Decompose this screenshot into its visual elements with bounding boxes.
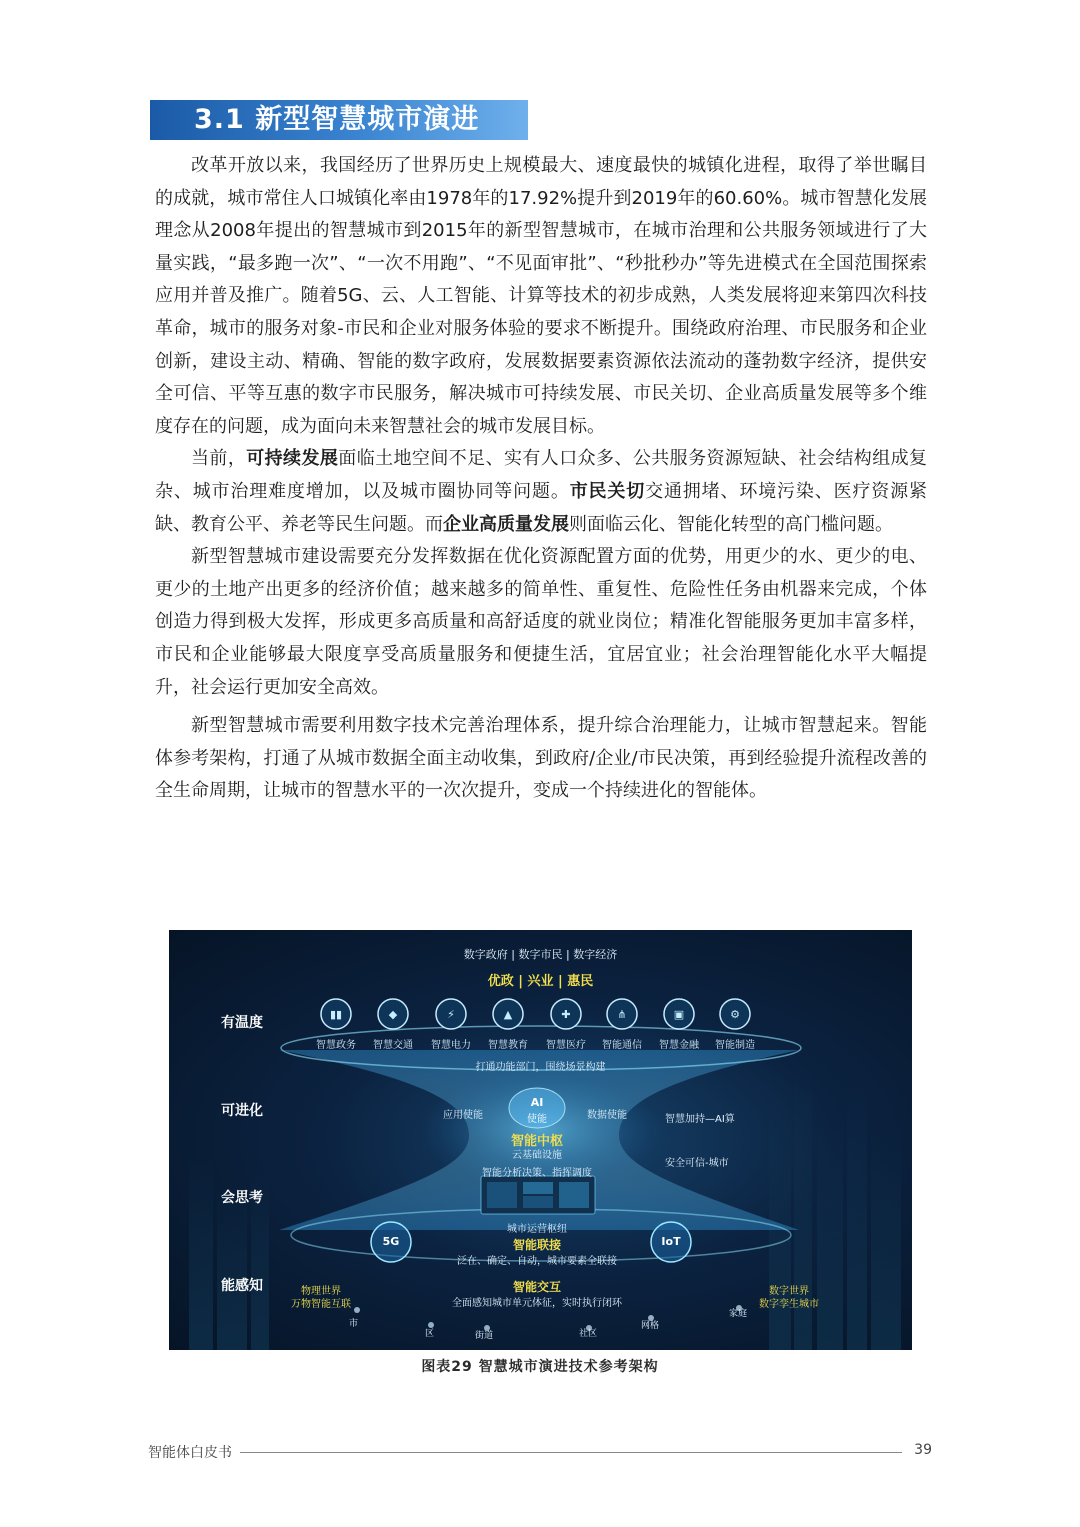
paragraph-2-text: 交通拥堵、环境污染、医疗资源紧缺、教育公平、养老等民生问题。而 [155, 480, 928, 535]
svg-text:⚡: ⚡ [447, 1008, 455, 1021]
badge-iot: IoT [661, 1235, 681, 1248]
footer-rule [240, 1452, 902, 1453]
keyword-citizen-concerns: 市民关切 [569, 480, 646, 502]
paragraph-4: 新型智慧城市需要利用数字技术完善治理体系，提升综合治理能力，让城市智慧起来。智能体参考架构，打通了从城市数据全面主动收集，到政府/企业/市民决策，再到经验提升流程改善的全生命周期，让城市的智慧水平的一次次提升，变成一个持续进化的智能体。 [155, 715, 927, 802]
keyword-sustainable: 可持续发展 [246, 448, 339, 470]
svg-text:▲: ▲ [503, 1008, 513, 1021]
section-title-bar [150, 100, 528, 140]
right-world-2: 数字孪生城市 [759, 1299, 819, 1310]
right-note-1: 智慧加持—AI算 [665, 1114, 735, 1125]
connect-title: 智能联接 [512, 1238, 561, 1252]
svg-text:⋔: ⋔ [617, 1008, 627, 1021]
figure-caption: 图表29 智慧城市演进技术参考架构 [421, 1359, 659, 1375]
left-world-1: 物理世界 [301, 1286, 341, 1297]
service-label: 智慧电力 [431, 1040, 471, 1051]
service-icon-row [321, 999, 750, 1029]
page-footer [148, 1440, 932, 1462]
interact-title: 智能交互 [512, 1280, 561, 1294]
services-caption: 打通功能部门，围绕场景构建 [475, 1062, 606, 1073]
service-label: 智慧交通 [373, 1040, 413, 1051]
section-title: 3.1 新型智慧城市演进 [194, 104, 480, 135]
svg-text:⚙: ⚙ [730, 1008, 740, 1021]
svg-text:▣: ▣ [673, 1008, 685, 1021]
service-label: 智慧教育 [488, 1040, 528, 1051]
layer-label-warmth: 有温度 [221, 1015, 263, 1031]
service-label: 智能制造 [715, 1040, 755, 1051]
paragraph-3: 新型智慧城市建设需要充分发挥数据在优化资源配置方面的优势，用更少的水、更少的电、更少的土地产出更多的经济价值；越来越多的简单性、重复性、危险性任务由机器来完成，个体创造力得到极大发挥，形成更多高质量和高舒适度的就业岗位；精准化智能服务更加丰富多样，市民和企业能够最大限度享受高质量服务和便捷生活，宜居宜业；社会治理智能化水平大幅提升，社会运行更加安全高效。 [155, 546, 927, 698]
svg-text:◆: ◆ [388, 1008, 398, 1021]
svg-text:▮▮: ▮▮ [329, 1008, 343, 1021]
bottom-node: 社区 [579, 1329, 598, 1339]
bottom-node: 区 [425, 1329, 435, 1339]
svg-text:✚: ✚ [561, 1008, 571, 1021]
paragraph-2-text: 则面临云化、智能化转型的高门槛问题。 [569, 513, 893, 535]
body-text [155, 150, 927, 808]
layer-label-sensing: 能感知 [221, 1278, 263, 1294]
paragraph-1: 改革开放以来，我国经历了世界历史上规模最大、速度最快的城镇化进程，取得了举世瞩目的成就，城市常住人口城镇化率由1978年的17.92%提升到2019年的60.60%。城市智慧化发展理念从2008年提出的智慧城市到2015年的新型智慧城市，在城市治理和公共服务领域进行了大量实践，“最多跑一次”、“一次不用跑”、“不见面审批”、“秒批秒办”等先进模式在全国范围探索应用并普及推广。随着5G、云、人工智能、计算等技术的初步成熟，人类发展将迎来第四次科技革命，城市的服务对象-市民和企业对服务体验的要求不断提升。围绕政府治理、市民服务和企业创新，建设主动、精确、智能的数字政府，发展数据要素资源依法流动的蓬勃数字经济，提供安全可信、平等互惠的数字市民服务，解决城市可持续发展、市民关切、企业高质量发展等多个维度存在的问题，成为面向未来智慧社会的城市发展目标。 [155, 155, 927, 437]
architecture-figure [169, 930, 912, 1350]
paragraph-2-text: 当前， [191, 448, 247, 470]
hub-title: 智能中枢 [510, 1134, 563, 1149]
service-label: 智慧金融 [659, 1040, 699, 1051]
bottom-node: 市 [349, 1319, 359, 1329]
service-label: 智能通信 [602, 1040, 642, 1051]
footer-title: 智能体白皮书 [148, 1445, 232, 1461]
connect-sub: 泛在、确定、自动，城市要素全联接 [457, 1256, 617, 1267]
bottom-node: 家庭 [729, 1309, 748, 1319]
page-number: 39 [914, 1442, 932, 1458]
paragraph-2 [155, 443, 927, 541]
left-enable: 应用使能 [443, 1110, 483, 1121]
top-goal: 优政 | 兴业 | 惠民 [487, 974, 594, 989]
service-label: 智慧医疗 [546, 1040, 586, 1051]
right-world-1: 数字世界 [769, 1286, 809, 1297]
ai-badge-2: 使能 [527, 1114, 547, 1125]
analysis: 智能分析决策、指挥调度 [482, 1168, 592, 1179]
layer-label-thinking: 会思考 [221, 1190, 263, 1206]
ai-badge-1: AI [530, 1096, 544, 1109]
left-world-2: 万物智能互联 [291, 1299, 351, 1310]
right-note-2: 安全可信-城市 [665, 1158, 729, 1169]
bottom-node: 网格 [641, 1321, 660, 1331]
right-enable: 数据使能 [587, 1110, 627, 1121]
bottom-node: 街道 [475, 1331, 494, 1341]
badge-5g: 5G [382, 1235, 400, 1248]
top-line: 数字政府 | 数字市民 | 数字经济 [463, 948, 618, 961]
keyword-enterprise-quality: 企业高质量发展 [443, 513, 569, 535]
layer-label-evolvable: 可进化 [221, 1103, 263, 1119]
interact-sub: 全面感知城市单元体征，实时执行闭环 [452, 1298, 622, 1309]
paragraph-2-text: 面临土地空间不足、实有人口众多、公共服务资源短缺、社会结构组成复杂、城市治理难度增加，以及城市圈协同等问题。 [155, 448, 928, 502]
service-label: 智慧政务 [316, 1040, 356, 1051]
ops-center: 城市运营枢纽 [507, 1224, 567, 1235]
hub-sub: 云基础设施 [512, 1150, 562, 1161]
